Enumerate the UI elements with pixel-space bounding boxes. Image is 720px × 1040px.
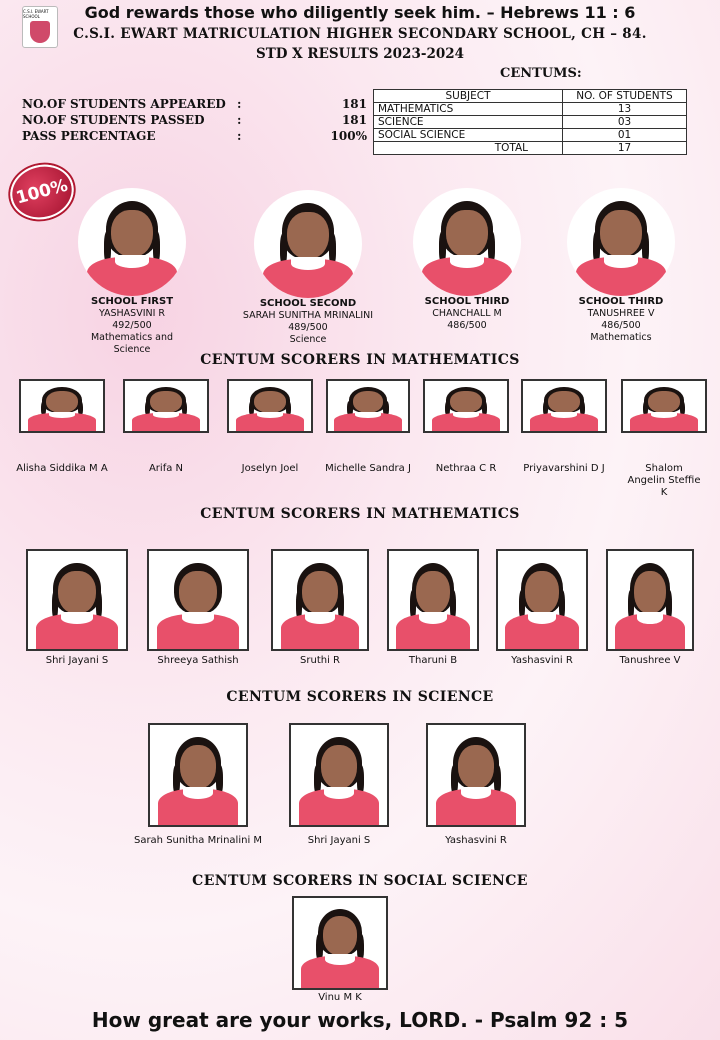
results-title: STD X RESULTS 2023-2024 xyxy=(255,46,465,62)
student-photo xyxy=(606,549,694,651)
student-photo xyxy=(271,549,369,651)
topper-name: YASHASVINI R xyxy=(98,308,166,319)
centums-title: CENTUMS: xyxy=(500,66,582,81)
topper-score: 492/500 xyxy=(112,320,152,331)
school-name: C.S.I. EWART MATRICULATION HIGHER SECONDARY SCHOOL, CH – 84. xyxy=(73,26,647,42)
stat-colon: : xyxy=(237,129,242,143)
stat-value: 100% xyxy=(330,129,367,143)
top-verse: God rewards those who diligently seek him. – Hebrews 11 : 6 xyxy=(84,3,636,22)
topper-rank: SCHOOL FIRST xyxy=(90,296,174,307)
topper-score: 486/500 xyxy=(447,320,487,331)
student-card xyxy=(386,549,480,667)
student-card xyxy=(494,549,590,667)
topper-card xyxy=(407,188,527,332)
column-header: NO. OF STUDENTS xyxy=(563,90,687,103)
topper-rank: SCHOOL THIRD xyxy=(424,296,510,307)
student-photo xyxy=(426,723,526,827)
total-value: 17 xyxy=(563,142,687,155)
student-photo xyxy=(621,379,707,433)
bottom-verse: How great are your works, LORD. - Psalm 92 : 5 xyxy=(91,1008,629,1032)
student-card xyxy=(146,549,250,667)
student-name: Shreeya Sathish xyxy=(157,655,239,666)
student-card xyxy=(418,379,514,475)
student-photo xyxy=(254,190,362,298)
student-name: Alisha Siddika M A xyxy=(16,463,108,474)
topper-name: TANUSHREE V xyxy=(587,308,655,319)
student-name: Yashasvini R xyxy=(445,835,507,846)
section-title-science: CENTUM SCORERS IN SCIENCE xyxy=(226,689,494,705)
student-card xyxy=(290,896,390,1004)
topper-subject: Science xyxy=(289,334,327,345)
student-photo xyxy=(289,723,389,827)
topper-name: SARAH SUNITHA MRINALINI xyxy=(242,310,374,321)
count-cell: 01 xyxy=(563,129,687,142)
total-label: TOTAL xyxy=(374,142,563,155)
section-title-maths-2: CENTUM SCORERS IN MATHEMATICS xyxy=(200,506,520,522)
student-name: Nethraa C R xyxy=(435,463,497,474)
student-photo xyxy=(567,188,675,296)
student-card xyxy=(604,549,696,667)
student-name: Sarah Sunitha Mrinalini M xyxy=(133,835,263,846)
table-total-row xyxy=(374,142,687,155)
student-name: Vinu M K xyxy=(318,992,362,1003)
table-row xyxy=(374,129,687,142)
student-card xyxy=(14,379,110,475)
student-photo xyxy=(147,549,249,651)
student-photo xyxy=(496,549,588,651)
student-name: Yashasvini R xyxy=(511,655,573,666)
student-name: Michelle Sandra J xyxy=(325,463,411,474)
student-card xyxy=(420,723,532,847)
count-cell: 13 xyxy=(563,103,687,116)
section-title-maths-1: CENTUM SCORERS IN MATHEMATICS xyxy=(200,352,520,368)
column-header: SUBJECT xyxy=(374,90,563,103)
stat-row xyxy=(22,112,367,128)
student-name: Shri Jayani S xyxy=(307,835,371,846)
topper-card xyxy=(72,188,192,356)
table-header-row xyxy=(374,90,687,103)
student-name: Sruthi R xyxy=(300,655,340,666)
stat-label: NO.OF STUDENTS APPEARED xyxy=(22,97,226,111)
subject-cell: SOCIAL SCIENCE xyxy=(374,129,563,142)
centums-table xyxy=(373,89,687,155)
student-card xyxy=(284,723,394,847)
student-card xyxy=(270,549,370,667)
student-name: Arifa N xyxy=(148,463,184,474)
student-photo xyxy=(292,896,388,990)
topper-subject: Mathematics xyxy=(590,332,652,343)
topper-rank: SCHOOL SECOND xyxy=(259,298,357,309)
subject-cell: SCIENCE xyxy=(374,116,563,129)
student-name: Tharuni B xyxy=(408,655,458,666)
student-photo xyxy=(326,379,410,433)
student-card xyxy=(616,379,712,499)
student-card xyxy=(222,379,318,475)
student-photo xyxy=(423,379,509,433)
student-name: Shalom Angelin Steffie K xyxy=(627,463,701,498)
student-card xyxy=(118,379,214,475)
student-photo xyxy=(387,549,479,651)
stat-value: 181 xyxy=(341,113,367,127)
student-name: Tanushree V xyxy=(619,655,681,666)
topper-subject: Mathematics and Science xyxy=(90,332,174,355)
stat-row xyxy=(22,128,367,144)
student-photo xyxy=(521,379,607,433)
student-photo xyxy=(413,188,521,296)
section-title-social: CENTUM SCORERS IN SOCIAL SCIENCE xyxy=(192,873,528,889)
student-photo xyxy=(78,188,186,296)
student-name: Joselyn Joel xyxy=(241,463,299,474)
student-photo xyxy=(19,379,105,433)
topper-score: 489/500 xyxy=(288,322,328,333)
subject-cell: MATHEMATICS xyxy=(374,103,563,116)
topper-card xyxy=(220,190,396,346)
student-card xyxy=(116,723,280,847)
student-photo xyxy=(123,379,209,433)
table-row xyxy=(374,116,687,129)
table-row xyxy=(374,103,687,116)
student-card xyxy=(514,379,614,475)
student-name: Shri Jayani S xyxy=(45,655,109,666)
student-card xyxy=(318,379,418,475)
student-name: Priyavarshini D J xyxy=(523,463,605,474)
count-cell: 03 xyxy=(563,116,687,129)
stat-value: 181 xyxy=(341,97,367,111)
logo-text: C.S.I. EWART SCHOOL xyxy=(23,9,49,19)
stat-label: NO.OF STUDENTS PASSED xyxy=(22,113,205,127)
stat-colon: : xyxy=(237,113,242,127)
topper-name: CHANCHALL M xyxy=(432,308,502,319)
topper-card xyxy=(561,188,681,344)
student-card xyxy=(24,549,130,667)
stat-label: PASS PERCENTAGE xyxy=(22,129,156,143)
result-stats xyxy=(22,96,367,144)
stat-colon: : xyxy=(237,97,242,111)
student-photo xyxy=(227,379,313,433)
topper-rank: SCHOOL THIRD xyxy=(578,296,664,307)
stat-row xyxy=(22,96,367,112)
pass-badge: 100% xyxy=(4,158,80,227)
student-photo xyxy=(26,549,128,651)
topper-score: 486/500 xyxy=(601,320,641,331)
student-photo xyxy=(148,723,248,827)
